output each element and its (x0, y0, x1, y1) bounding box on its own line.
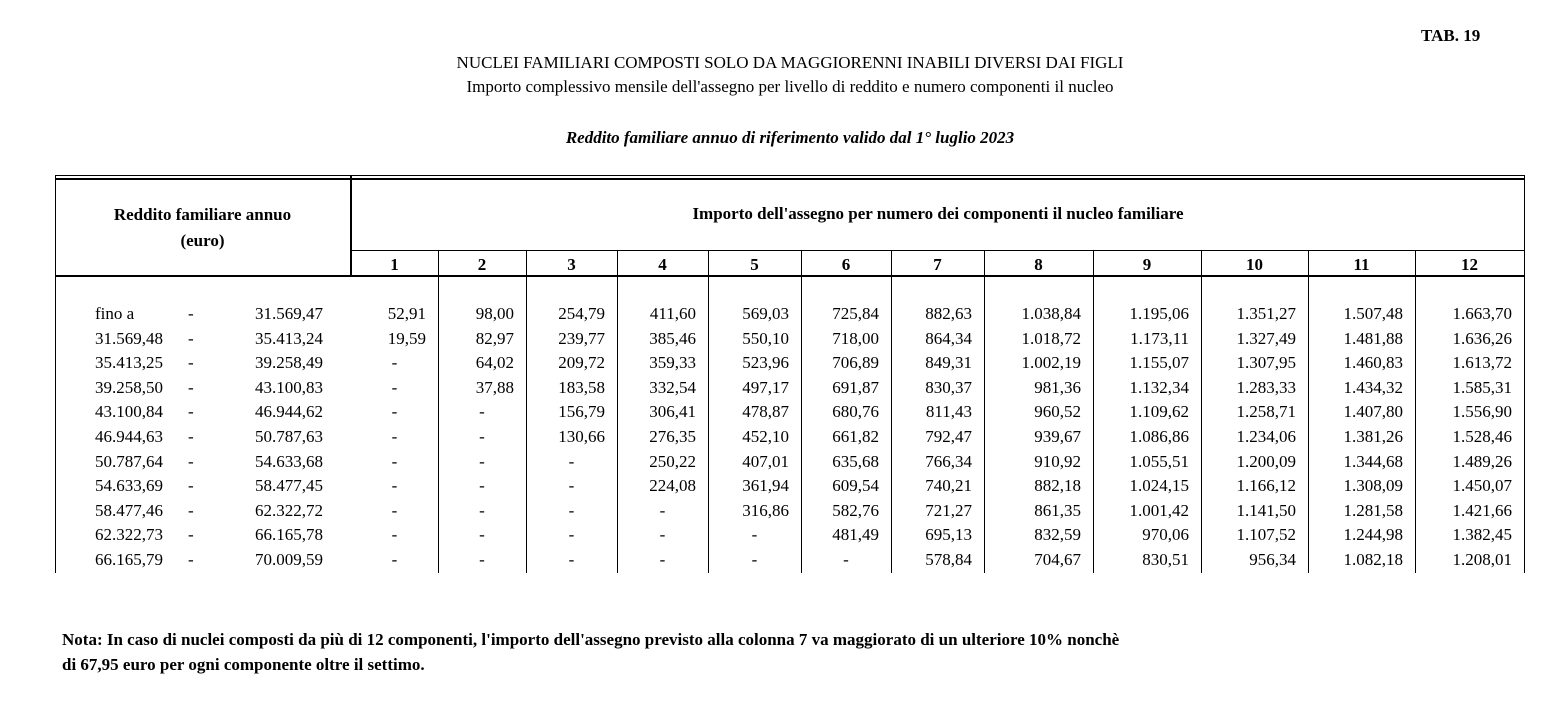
column-number-header: 2 (477, 255, 487, 274)
column-divider (526, 251, 527, 573)
amount-cell: 695,13 (925, 525, 972, 545)
amount-cell: 1.450,07 (1452, 476, 1512, 496)
amount-cell: 882,18 (1034, 476, 1081, 496)
amount-cell: 276,35 (649, 427, 696, 446)
table-row (55, 427, 1525, 451)
amount-cell: 861,35 (1034, 500, 1081, 520)
income-range-dash: - (188, 550, 194, 569)
amount-cell: 183,58 (558, 377, 605, 397)
income-to: 35.413,24 (255, 328, 323, 348)
amount-cell: 1.173,11 (1130, 328, 1189, 348)
income-range-dash: - (188, 476, 194, 496)
amount-cell: 385,46 (649, 328, 696, 348)
amount-cell: - (751, 525, 758, 545)
column-number-header: 1 (390, 255, 399, 274)
amount-cell: 792,47 (925, 427, 972, 446)
income-from: 43.100,84 (95, 402, 163, 422)
table-row (55, 304, 1525, 328)
amount-cell: 1.200,09 (1236, 451, 1296, 471)
amount-cell: 725,84 (832, 304, 879, 323)
amount-cell: 1.281,58 (1343, 500, 1403, 520)
amount-cell: 1.613,72 (1452, 353, 1512, 373)
amount-cell: 1.460,83 (1343, 353, 1403, 373)
column-number-header: 4 (658, 255, 667, 274)
amount-header: Importo dell'assegno per numero dei componenti il nucleo familiare (692, 204, 1184, 223)
amount-cell: 497,17 (742, 377, 789, 397)
income-range-dash: - (188, 328, 194, 348)
income-header-line1: Reddito familiare annuo (113, 205, 292, 224)
amount-cell: 1.055,51 (1129, 451, 1189, 471)
amount-cell: 98,00 (475, 304, 514, 323)
amount-cell: 254,79 (558, 304, 605, 323)
table-row (55, 525, 1525, 549)
column-divider (1093, 251, 1094, 573)
income-header-line2: (euro) (180, 231, 225, 250)
amount-cell: - (843, 550, 849, 569)
amount-cell: 609,54 (832, 476, 879, 496)
header-rule (351, 250, 1525, 251)
amount-cell: 1.086,86 (1129, 427, 1189, 446)
amount-cell: 478,87 (742, 402, 789, 422)
income-header (55, 202, 350, 254)
amount-cell: 1.407,80 (1343, 402, 1403, 422)
amount-cell: - (391, 427, 398, 446)
amount-cell: 1.663,70 (1452, 304, 1512, 323)
table-row (55, 452, 1525, 476)
amount-cell: - (391, 550, 398, 569)
amount-cell: 1.434,32 (1343, 377, 1403, 397)
amount-cell: 82,97 (475, 328, 514, 348)
amount-cell: 1.382,45 (1452, 525, 1512, 545)
table-row (55, 501, 1525, 525)
amount-cell: 1.556,90 (1452, 402, 1512, 422)
income-to: 46.944,62 (255, 402, 323, 422)
income-range-dash: - (188, 402, 194, 422)
amount-cell: 481,49 (832, 525, 879, 545)
amount-cell: - (391, 525, 398, 545)
amount-cell: 830,51 (1142, 550, 1189, 569)
amount-cell: 691,87 (832, 377, 879, 397)
amount-cell: 209,72 (558, 353, 605, 373)
amount-cell: - (568, 476, 575, 496)
table-row (55, 378, 1525, 402)
amount-cell: 1.327,49 (1236, 328, 1296, 348)
income-range-dash: - (188, 525, 194, 545)
amount-cell: 1.024,15 (1129, 476, 1189, 496)
income-from: 62.322,73 (95, 525, 163, 545)
amount-cell: 19,59 (387, 328, 426, 348)
amount-cell: - (391, 451, 398, 471)
amount-cell: 661,82 (832, 427, 879, 446)
income-from: 46.944,63 (95, 427, 163, 446)
amount-cell: 239,77 (558, 328, 605, 348)
amount-cell: 939,67 (1034, 427, 1081, 446)
income-to: 66.165,78 (255, 525, 323, 545)
income-to: 50.787,63 (255, 427, 323, 446)
income-to: 54.633,68 (255, 451, 323, 471)
table-top-rule-inner (55, 178, 1525, 180)
amount-cell: - (659, 500, 666, 520)
amount-cell: 1.001,42 (1129, 500, 1189, 520)
amount-cell: 52,91 (387, 304, 426, 323)
amount-cell: 910,92 (1034, 451, 1081, 471)
page-title: NUCLEI FAMILIARI COMPOSTI SOLO DA MAGGIORENNI INABILI DIVERSI DAI FIGLI (456, 53, 1124, 72)
amount-cell: 1.489,26 (1452, 451, 1512, 471)
amount-cell: - (479, 550, 485, 569)
amount-cell: 1.585,31 (1452, 377, 1512, 397)
column-divider (617, 251, 618, 573)
column-number-header: 12 (1461, 255, 1478, 274)
amount-cell: 1.132,34 (1129, 377, 1189, 397)
table-row (55, 550, 1525, 574)
amount-cell: 1.308,09 (1343, 476, 1403, 496)
amount-cell: - (751, 550, 758, 569)
income-from: 58.477,46 (95, 500, 163, 520)
amount-cell: - (568, 451, 575, 471)
amount-cell: 1.307,95 (1236, 353, 1296, 373)
income-from: 39.258,50 (95, 377, 163, 397)
amount-cell: 766,34 (925, 451, 972, 471)
amount-cell: 224,08 (649, 476, 696, 496)
amount-cell: - (391, 500, 398, 520)
amount-cell: 1.244,98 (1343, 525, 1403, 545)
column-number-header: 6 (841, 255, 851, 274)
amount-cell: 1.109,62 (1129, 402, 1189, 422)
amount-cell: 882,63 (925, 304, 972, 323)
column-number-header: 10 (1246, 255, 1263, 274)
amount-cell: - (659, 525, 666, 545)
amount-cell: 1.636,26 (1452, 328, 1512, 348)
amount-cell: 130,66 (558, 427, 605, 446)
amount-cell: 1.166,12 (1236, 476, 1296, 496)
columns-rule (55, 275, 1525, 277)
reference-period: Reddito familiare annuo di riferimento valido dal 1° luglio 2023 (565, 128, 1015, 147)
column-number-header: 7 (933, 255, 942, 274)
table-row (55, 402, 1525, 426)
amount-cell: 1.234,06 (1236, 427, 1296, 446)
amount-cell: - (391, 353, 398, 373)
column-number-header: 3 (567, 255, 576, 274)
amount-cell: 37,88 (475, 377, 514, 397)
amount-cell: - (391, 402, 398, 422)
amount-cell: 1.107,52 (1236, 525, 1296, 545)
income-range-dash: - (188, 304, 194, 323)
income-to: 70.009,59 (255, 550, 323, 569)
amount-cell: 680,76 (832, 402, 879, 422)
amount-cell: - (479, 402, 485, 422)
amount-cell: 407,01 (742, 451, 789, 471)
income-to: 43.100,83 (255, 377, 323, 397)
column-divider (1308, 251, 1309, 573)
amount-cell: 956,34 (1249, 550, 1296, 569)
income-range-dash: - (188, 500, 194, 520)
income-from: 54.633,69 (95, 476, 163, 496)
amount-cell: 1.283,33 (1236, 377, 1296, 397)
amount-cell: 849,31 (925, 353, 972, 373)
amount-cell: 970,06 (1142, 525, 1189, 545)
income-to: 31.569,47 (255, 304, 323, 323)
amount-cell: - (568, 525, 575, 545)
table-top-rule (55, 175, 1525, 176)
income-from: 50.787,64 (95, 451, 163, 471)
column-number-header: 5 (750, 255, 759, 274)
table-number: TAB. 19 (1421, 26, 1481, 45)
amount-cell: 811,43 (925, 402, 972, 422)
amount-cell: 832,59 (1034, 525, 1081, 545)
amount-cell: 960,52 (1034, 402, 1081, 422)
amount-cell: - (568, 500, 575, 520)
amount-cell: 721,27 (925, 500, 972, 520)
amount-cell: 452,10 (742, 427, 789, 446)
income-from: fino a (95, 304, 135, 323)
page-subtitle: Importo complessivo mensile dell'assegno per livello di reddito e numero componenti il nucleo (466, 77, 1114, 96)
amount-cell: 830,37 (925, 377, 972, 397)
amount-cell: 250,22 (649, 451, 696, 471)
amount-cell: 706,89 (832, 353, 879, 373)
amount-cell: 306,41 (649, 402, 696, 422)
amount-cell: 1.507,48 (1343, 304, 1403, 323)
column-divider (1415, 251, 1416, 573)
amount-cell: - (391, 476, 398, 496)
footnote-line2: di 67,95 euro per ogni componente oltre il settimo. (62, 655, 425, 674)
amount-cell: 1.082,18 (1343, 550, 1403, 569)
table-row (55, 476, 1525, 500)
column-divider (708, 251, 709, 573)
column-number-header: 8 (1034, 255, 1043, 274)
amount-cell: 64,02 (475, 353, 514, 373)
amount-cell: - (479, 525, 485, 545)
amount-cell: 582,76 (832, 500, 879, 520)
column-number-header: 11 (1353, 255, 1370, 274)
amount-cell: 1.258,71 (1236, 402, 1296, 422)
amount-cell: 523,96 (742, 353, 789, 373)
amount-cell: 1.155,07 (1129, 353, 1189, 373)
column-divider (438, 251, 439, 573)
income-range-dash: - (188, 353, 194, 373)
income-to: 62.322,72 (255, 500, 323, 520)
amount-cell: 316,86 (742, 500, 789, 520)
footnote-line1: Nota: In caso di nuclei composti da più di 12 componenti, l'importo dell'assegno previsto alla colonna 7 va maggiorato di un ulteriore 10% nonchè (62, 630, 1120, 649)
amount-cell: 411,60 (649, 304, 696, 323)
column-divider (801, 251, 802, 573)
amount-cell: 1.528,46 (1452, 427, 1512, 446)
income-from: 66.165,79 (95, 550, 163, 569)
amount-cell: - (659, 550, 666, 569)
income-to: 58.477,45 (255, 476, 323, 496)
amount-cell: 1.381,26 (1343, 427, 1403, 446)
amount-cell: 740,21 (925, 476, 972, 496)
income-range-dash: - (188, 427, 194, 446)
income-from: 31.569,48 (95, 328, 163, 348)
amount-cell: 718,00 (832, 328, 879, 348)
amount-cell: 359,33 (649, 353, 696, 373)
amount-cell: 1.344,68 (1343, 451, 1403, 471)
column-divider (1201, 251, 1202, 573)
income-range-dash: - (188, 451, 194, 471)
amount-cell: 864,34 (925, 328, 972, 348)
amount-cell: 361,94 (742, 476, 789, 496)
amount-cell: 1.002,19 (1021, 353, 1081, 373)
amount-cell: 981,36 (1034, 377, 1081, 397)
amount-cell: 1.208,01 (1452, 550, 1512, 569)
amount-cell: 1.481,88 (1343, 328, 1403, 348)
income-from: 35.413,25 (95, 353, 163, 373)
amount-cell: 1.351,27 (1236, 304, 1296, 323)
amount-cell: 578,84 (925, 550, 972, 569)
amount-cell: 1.195,06 (1129, 304, 1189, 323)
amount-cell: 1.141,50 (1236, 500, 1296, 520)
amount-cell: 1.421,66 (1452, 500, 1512, 520)
column-divider (891, 251, 892, 573)
footnote (62, 627, 1362, 677)
column-number-header: 9 (1142, 255, 1152, 274)
income-to: 39.258,49 (255, 353, 323, 373)
amount-cell: - (479, 476, 485, 496)
amount-cell: - (479, 427, 485, 446)
table-row (55, 353, 1525, 377)
amount-cell: - (479, 500, 485, 520)
allowance-table (55, 175, 1525, 573)
amount-cell: - (391, 377, 398, 397)
amount-cell: 1.038,84 (1021, 304, 1081, 323)
amount-cell: 550,10 (742, 328, 789, 348)
amount-cell: - (568, 550, 575, 569)
amount-cell: 569,03 (742, 304, 789, 323)
column-divider (984, 251, 985, 573)
amount-cell: 332,54 (649, 377, 696, 397)
amount-cell: 704,67 (1034, 550, 1081, 569)
amount-cell: - (479, 451, 485, 471)
table-row (55, 329, 1525, 353)
income-range-dash: - (188, 377, 194, 397)
amount-cell: 1.018,72 (1021, 328, 1081, 348)
amount-cell: 156,79 (558, 402, 605, 422)
amount-cell: 635,68 (832, 451, 879, 471)
